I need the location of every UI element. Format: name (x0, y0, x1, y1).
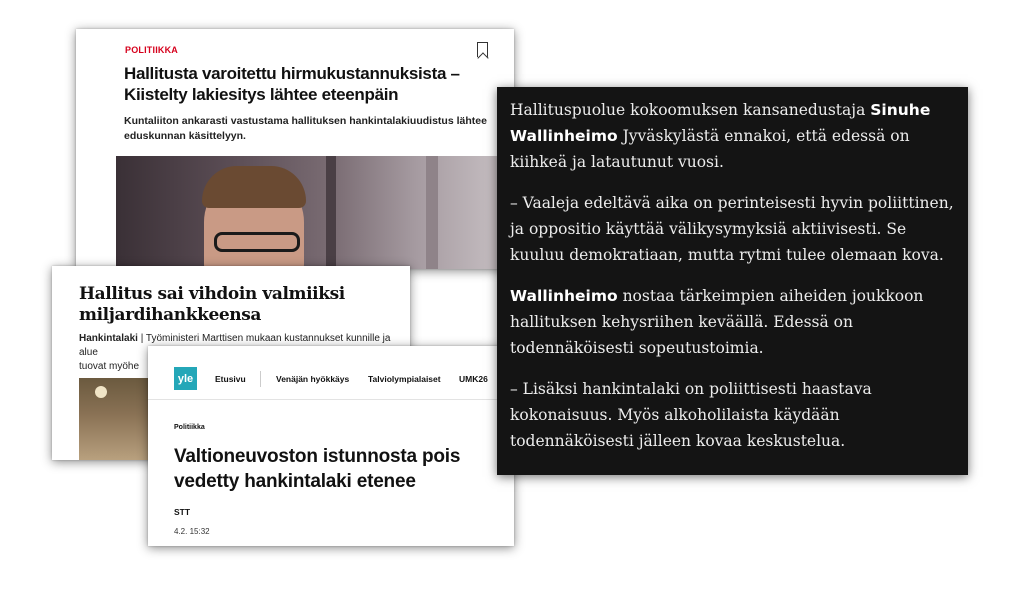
nav-item-etusivu[interactable]: Etusivu (215, 374, 246, 384)
article-card-yle[interactable] (148, 346, 514, 546)
headline-line-1: Valtioneuvoston istunnosta pois (174, 446, 461, 467)
person-glasses (214, 232, 300, 252)
nav-item-talviolympialaiset[interactable]: Talviolympialaiset (368, 374, 441, 384)
article-date: 4.2. 15:32 (174, 527, 210, 536)
headline-line-2: vedetty hankintalaki etenee (174, 471, 416, 492)
article-source: STT (174, 507, 191, 517)
quote-paragraph (510, 97, 962, 175)
site-navigation (148, 346, 514, 400)
photo-background-beam (326, 156, 336, 269)
person-name: Sinuhe Wallinheimo (510, 101, 931, 145)
article-card-hallitusta-varoitettu[interactable] (76, 29, 514, 269)
quote-paragraph (510, 283, 962, 361)
photo-background-beam (426, 156, 438, 269)
quote-text: Hallituspuolue kokoomuksen kansanedustaja (510, 101, 871, 119)
article-card-content (116, 29, 514, 269)
nav-item-venajan-hyokkays[interactable]: Venäjän hyökkäys (276, 374, 350, 384)
article-headline[interactable]: Hallitusta varoitettu hirmukustannuksista – Kiistelty lakiesitys lähtee eteenpäin (124, 64, 460, 104)
article-lead: Kuntaliiton ankarasti vastustama hallituksen hankintalakiuudistus lähtee eduskunnan käsittelyyn. (124, 115, 487, 142)
section-tag: POLITIIKKA (125, 45, 178, 55)
quote-paragraph: – Vaaleja edeltävä aika on perinteisesti hyvin poliittinen, ja oppositio käyttää välikysymyksiä aktiivisesti. Se kuuluu demokratiaan, mutta rytmi tulee olemaan kova. (510, 194, 954, 264)
lead-keyword: Hankintalaki (79, 333, 138, 344)
article-headline[interactable] (174, 444, 514, 494)
article-photo (116, 156, 514, 269)
person-name: Wallinheimo (510, 287, 618, 305)
quote-excerpt-panel (497, 87, 968, 475)
article-headline[interactable]: Hallitus sai vihdoin valmiiksi miljardihankkeensa (79, 284, 345, 325)
nav-divider (260, 371, 261, 387)
person-hair (202, 166, 306, 208)
bookmark-icon[interactable] (477, 42, 488, 57)
quote-text: nostaa tärkeimpien aiheiden joukkoon hallituksen kehysriihen keväällä. Edessä on todennäköisesti sopeutustoimia. (510, 287, 924, 357)
quote-paragraph: – Lisäksi hankintalaki on poliittisesti haastava kokonaisuus. Myös alkoholilaista käydään todennäköisesti jälleen kovaa keskustelua. (510, 380, 872, 450)
quote-text: Jyväskylästä ennakoi, että edessä on kiihkeä ja latautunut vuosi. (510, 127, 910, 171)
lead-text-line3: tuovat myöhe (79, 361, 140, 372)
lead-separator: | (137, 333, 146, 344)
lead-text: Työministeri Marttisen mukaan kustannukset kunnille ja alue (79, 333, 391, 358)
yle-logo[interactable]: yle (174, 367, 197, 390)
section-tag: Politiikka (174, 424, 205, 431)
nav-item-umk26[interactable]: UMK26 (459, 374, 488, 384)
quote-body (510, 97, 962, 469)
